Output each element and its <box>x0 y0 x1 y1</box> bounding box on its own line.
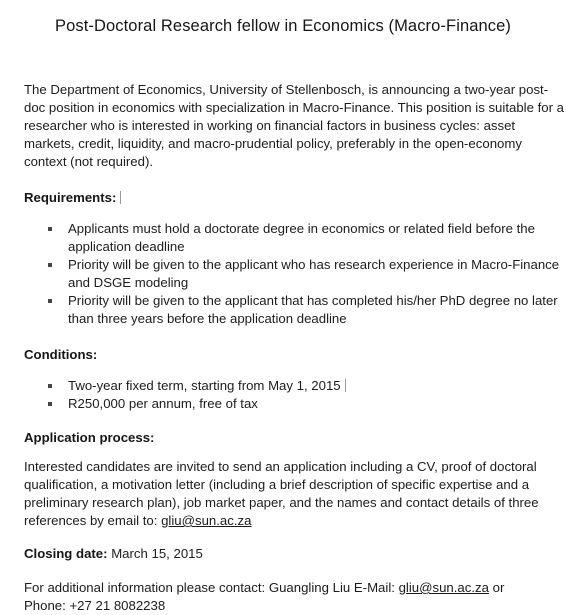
conditions-list <box>44 377 564 413</box>
list-item <box>44 377 564 395</box>
condition-text: Two-year fixed term, starting from May 1, 2015 <box>68 378 341 393</box>
conditions-heading: Conditions: <box>24 347 98 362</box>
application-heading: Application process: <box>24 430 155 445</box>
list-item <box>44 292 564 328</box>
requirements-heading-text: Requirements: <box>24 190 117 205</box>
closing-date-value: March 15, 2015 <box>107 546 203 561</box>
text-cursor <box>120 191 121 204</box>
contact-phone: Phone: +27 21 8082238 <box>24 598 166 613</box>
closing-date <box>24 546 203 561</box>
application-paragraph <box>24 458 564 530</box>
contact-paragraph <box>24 579 564 615</box>
bullet-icon <box>48 402 52 406</box>
bullet-icon <box>48 263 52 267</box>
requirements-list <box>44 220 564 328</box>
page-title: Post-Doctoral Research fellow in Economics (Macro-Finance) <box>54 17 512 35</box>
requirement-text: Priority will be given to the applicant who has research experience in Macro-Finance and DSGE modeling <box>68 257 560 290</box>
closing-date-label: Closing date: <box>24 546 108 561</box>
application-email-link[interactable]: gliu@sun.ac.za <box>161 513 252 528</box>
requirement-text: Priority will be given to the applicant that has completed his/her PhD degree no later than three years before the application deadline <box>68 293 558 326</box>
list-item <box>44 256 564 292</box>
condition-text: R250,000 per annum, free of tax <box>68 396 258 411</box>
application-text: Interested candidates are invited to send an application including a CV, proof of doctoral qualification, a motivation letter (including a brief description of specific expertise and a preliminary research plan), job market paper, and the names and contact details of three references by email to: <box>24 459 539 528</box>
list-item <box>44 220 564 256</box>
contact-suffix: or <box>488 580 505 595</box>
bullet-icon <box>48 384 52 388</box>
requirement-text: Applicants must hold a doctorate degree in economics or related field before the application deadline <box>68 221 535 254</box>
bullet-icon <box>48 227 52 231</box>
contact-email-link[interactable]: gliu@sun.ac.za <box>398 580 489 595</box>
bullet-icon <box>48 299 52 303</box>
requirements-heading <box>24 190 121 205</box>
list-item <box>44 395 564 413</box>
text-cursor <box>345 379 346 392</box>
contact-text: For additional information please contact: Guangling Liu E-Mail: <box>24 580 399 595</box>
intro-paragraph: The Department of Economics, University of Stellenbosch, is announcing a two-year post-doc position in economics with specialization in Macro-Finance. This position is suitable for a researcher who is interested in working on financial factors in business cycles: asset markets, credit, liquidity, and macro-prudential policy, preferably in the open-economy context (not required). <box>24 82 564 169</box>
